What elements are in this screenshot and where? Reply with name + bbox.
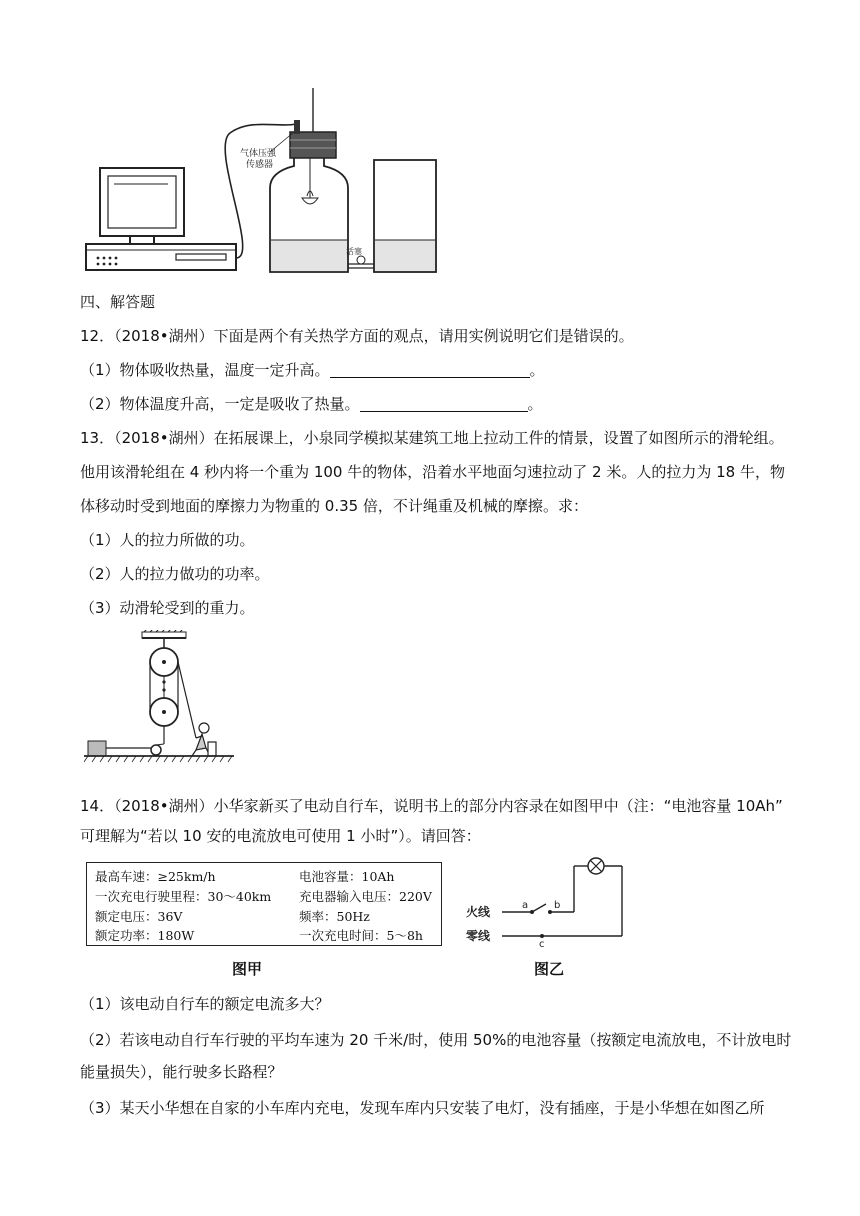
q12-part1 — [80, 360, 545, 380]
spec-right-1: 电池容量：10Ah — [299, 869, 395, 884]
live-wire-label: 火线 — [466, 905, 491, 919]
point-a-label: a — [522, 900, 529, 911]
q13-line2: 他用该滑轮组在 4 秒内将一个重为 100 牛的物体，沿着水平地面匀速拉动了 2 米。人的拉力为 18 牛，物 — [80, 463, 785, 481]
sensor-label-1: 气体压强 — [240, 149, 277, 159]
sensor-cable — [225, 124, 296, 258]
q13-line3: 体移动时受到地面的摩擦力为物重的 0.35 倍，不计绳重及机械的摩擦。求： — [80, 497, 588, 515]
q12-part2-text: （2）物体温度升高，一定是吸收了热量。 — [80, 395, 360, 413]
q13-part2: （2）人的拉力做功的功率。 — [80, 565, 270, 583]
figure-a-caption: 图甲 — [232, 960, 263, 978]
q12-part2-blank[interactable] — [360, 397, 528, 412]
point-c-label: c — [539, 939, 545, 948]
q14-part3: （3）某天小华想在自家的小车库内充电，发现车库内只安装了电灯，没有插座，于是小华想在如图乙所 — [80, 1099, 765, 1117]
q13-line1: 13．（2018•湖州）在拓展课上，小泉同学模拟某建筑工地上拉动工件的情景，设置了如图所示的滑轮组。 — [80, 429, 784, 447]
spec-left-2: 一次充电行驶里程：30～40km — [95, 889, 272, 904]
q12-part2-end: 。 — [527, 395, 543, 413]
sensor-label-2: 传感器 — [246, 160, 274, 170]
figure-b-caption: 图乙 — [534, 960, 565, 978]
q14-part1: （1）该电动自行车的额定电流多大？ — [80, 995, 330, 1013]
q14-line2: 可理解为“若以 10 安的电流放电可使用 1 小时”）。请回答： — [80, 827, 481, 845]
q12-part2 — [80, 394, 543, 414]
spec-right-2: 充电器输入电压：220V — [299, 889, 432, 904]
computer-monitor-icon — [100, 168, 184, 244]
q12-part1-blank[interactable] — [330, 363, 530, 378]
q14-line1: 14．（2018•湖州）小华家新买了电动自行车，说明书上的部分内容录在如图甲中（注：“电池容量 10Ah” — [80, 797, 783, 815]
spec-left-4: 额定功率：180W — [95, 928, 195, 943]
q13-part1: （1）人的拉力所做的功。 — [80, 531, 255, 549]
gas-pressure-apparatus-figure — [80, 88, 450, 278]
computer-host-icon — [86, 244, 236, 270]
q14-part2-line1: （2）若该电动自行车行驶的平均车速为 20 千米/时，使用 50%的电池容量（按额定电流放电，不计放电时 — [80, 1031, 792, 1049]
q12-part1-text: （1）物体吸收热量，温度一定升高。 — [80, 361, 330, 379]
lamp-icon — [588, 858, 604, 874]
workpiece-block — [88, 741, 106, 756]
neutral-wire-label: 零线 — [466, 929, 491, 943]
spec-left-1: 最高车速：≥25km/h — [95, 869, 216, 884]
pulley-system-figure — [84, 630, 234, 772]
spec-right-3: 频率：50Hz — [299, 909, 370, 924]
valve-label: 活塞 — [346, 247, 362, 256]
spec-table-figure — [86, 862, 442, 946]
switch — [532, 904, 546, 912]
circuit-figure — [462, 852, 632, 948]
point-b-label: b — [554, 900, 561, 911]
q14-part2-line2: 能量损失），能行驶多长路程？ — [80, 1063, 283, 1081]
person-icon — [192, 723, 216, 756]
section-title: 四、解答题 — [80, 293, 156, 311]
q12-part1-end: 。 — [529, 361, 545, 379]
q12-stem: 12．（2018•湖州）下面是两个有关热学方面的观点，请用实例说明它们是错误的。 — [80, 327, 634, 345]
spec-right-4: 一次充电时间：5～8h — [299, 928, 423, 943]
q13-part3: （3）动滑轮受到的重力。 — [80, 599, 255, 617]
spec-left-3: 额定电压：36V — [95, 909, 183, 924]
